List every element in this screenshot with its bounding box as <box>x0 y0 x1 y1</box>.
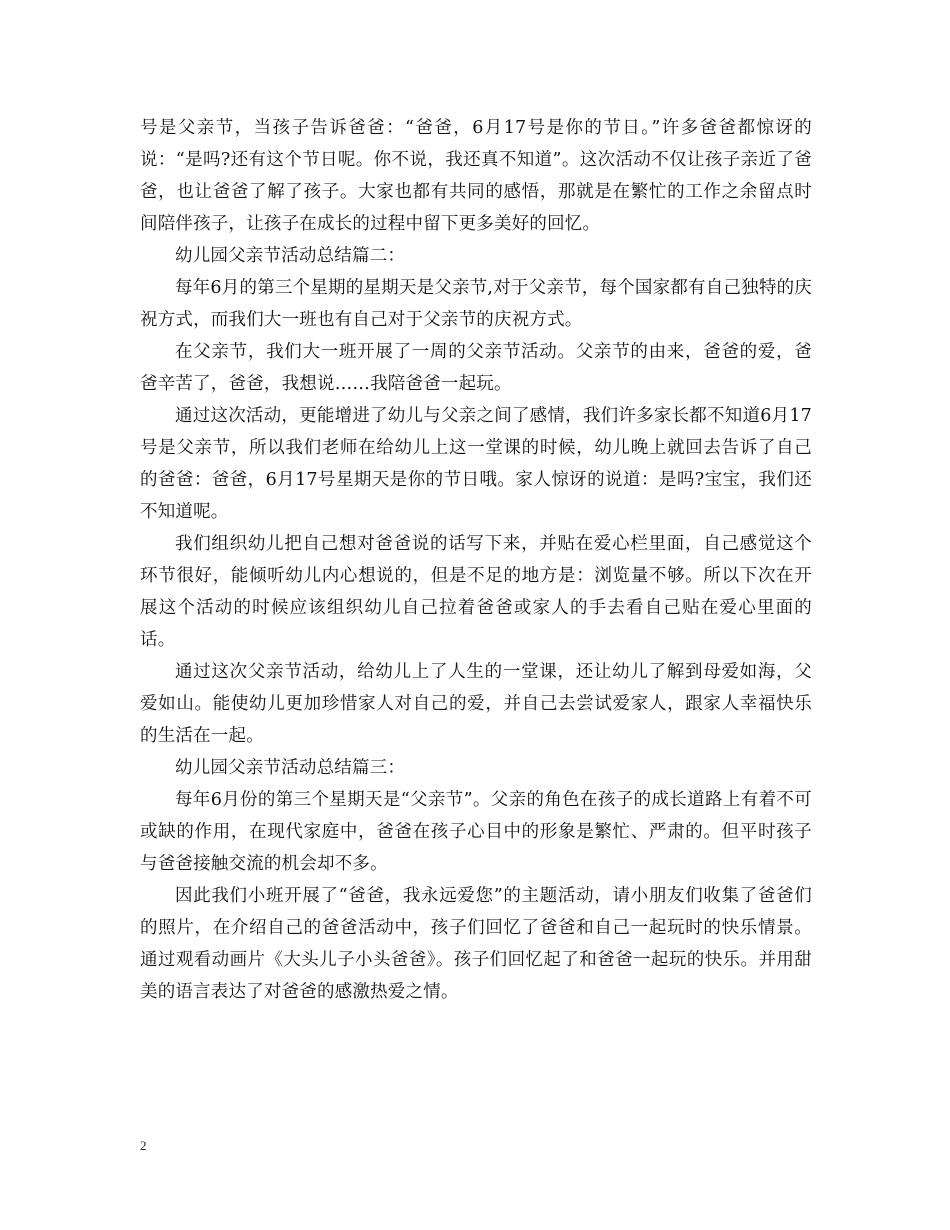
paragraph-continuation: 号是父亲节，当孩子告诉爸爸：“爸爸，6月17号是你的节日。”许多爸爸都惊讶的说：“是吗?还有这个节日呢。你不说，我还真不知道”。这次活动不仅让孩子亲近了爸爸，也让爸爸了解了孩子。大家也都有共同的感悟，那就是在繁忙的工作之余留点时间陪伴孩子，让孩子在成长的过程中留下更多美好的回忆。 <box>140 118 812 234</box>
paragraph: 在父亲节，我们大一班开展了一周的父亲节活动。父亲节的由来，爸爸的爱，爸爸辛苦了，爸爸，我想说……我陪爸爸一起玩。 <box>140 342 812 394</box>
paragraph: 每年6月份的第三个星期天是“父亲节”。父亲的角色在孩子的成长道路上有着不可或缺的作用，在现代家庭中，爸爸在孩子心目中的形象是繁忙、严肃的。但平时孩子与爸爸接触交流的机会却不多。 <box>140 790 812 874</box>
section-heading-part-two: 幼儿园父亲节活动总结篇二： <box>175 246 406 266</box>
paragraph: 因此我们小班开展了“爸爸，我永远爱您”的主题活动，请小朋友们收集了爸爸们的照片，在介绍自己的爸爸活动中，孩子们回忆了爸爸和自己一起玩时的快乐情景。通过观看动画片《大头儿子小头爸爸》。孩子们回忆起了和爸爸一起玩的快乐。并用甜美的语言表达了对爸爸的感激热爱之情。 <box>140 886 812 1002</box>
page-number: 2 <box>140 1138 147 1153</box>
paragraph: 每年6月的第三个星期的星期天是父亲节,对于父亲节，每个国家都有自己独特的庆祝方式，而我们大一班也有自己对于父亲节的庆祝方式。 <box>140 278 812 330</box>
section-heading-part-three: 幼儿园父亲节活动总结篇三： <box>175 758 406 778</box>
paragraph: 通过这次父亲节活动，给幼儿上了人生的一堂课，还让幼儿了解到母爱如海，父爱如山。能使幼儿更加珍惜家人对自己的爱，并自己去尝试爱家人，跟家人幸福快乐的生活在一起。 <box>140 662 812 746</box>
document-body <box>140 112 812 1008</box>
paragraph: 通过这次活动，更能增进了幼儿与父亲之间了感情，我们许多家长都不知道6月17号是父亲节，所以我们老师在给幼儿上这一堂课的时候，幼儿晚上就回去告诉了自己的爸爸：爸爸，6月17号星期天是你的节日哦。家人惊讶的说道：是吗?宝宝，我们还不知道呢。 <box>140 406 812 522</box>
paragraph: 我们组织幼儿把自己想对爸爸说的话写下来，并贴在爱心栏里面，自己感觉这个环节很好，能倾听幼儿内心想说的，但是不足的地方是：浏览量不够。所以下次在开展这个活动的时候应该组织幼儿自己拉着爸爸或家人的手去看自己贴在爱心里面的话。 <box>140 534 812 650</box>
